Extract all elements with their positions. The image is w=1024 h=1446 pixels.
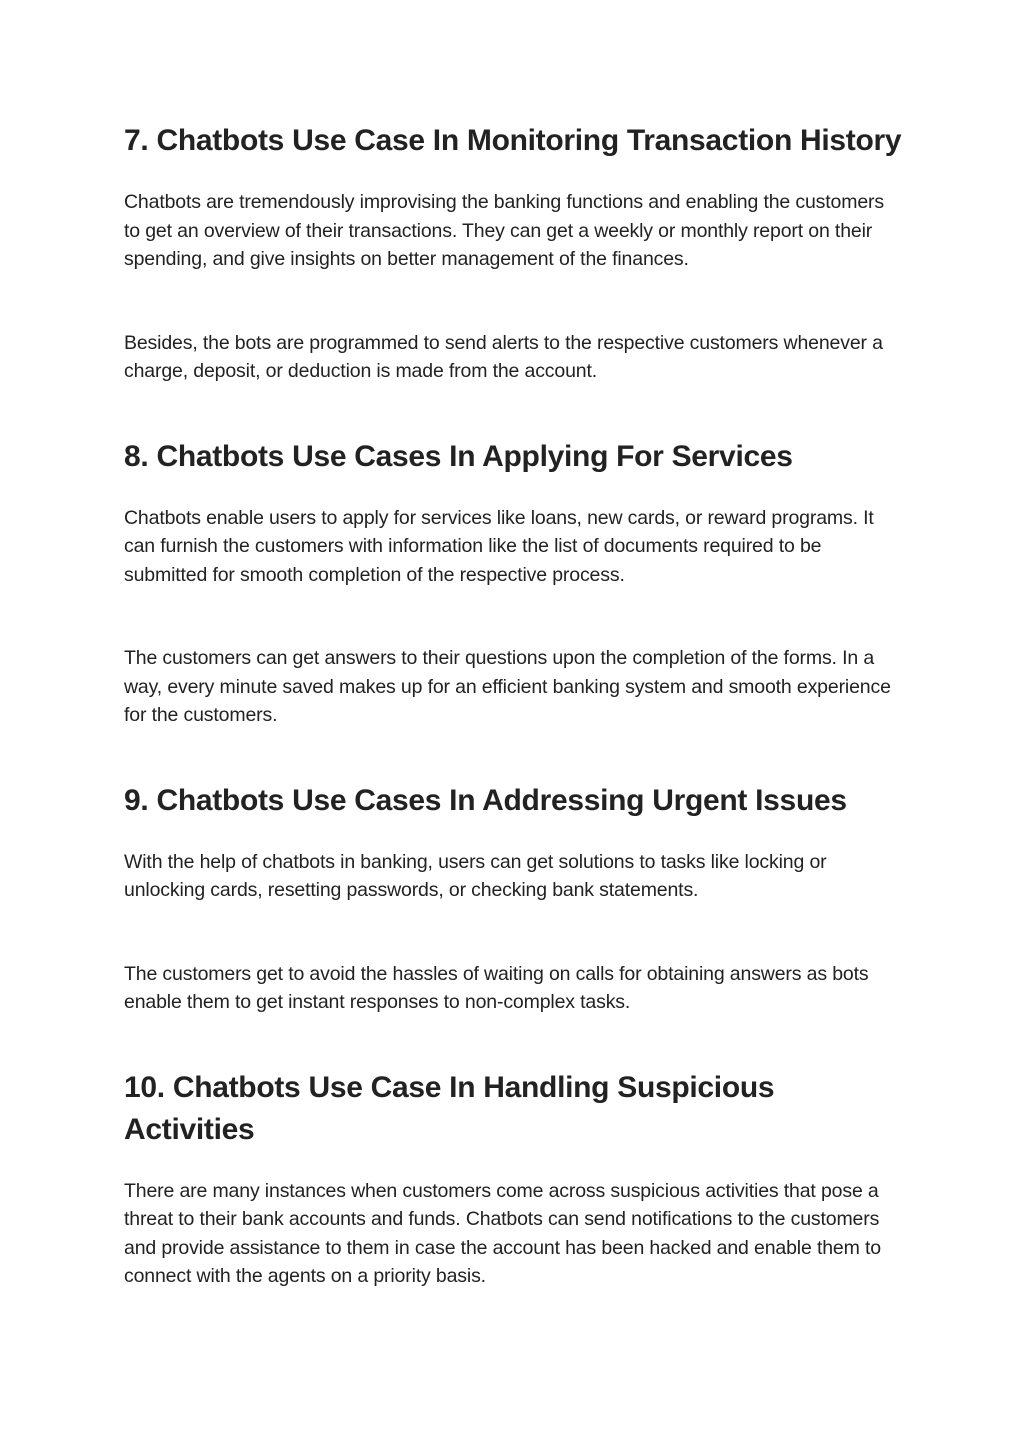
section-8-paragraph-2: The customers can get answers to their questions upon the completion of the forms. In a way, every minute saved makes up for an efficient banking system and smooth experience for the customers.	[124, 647, 891, 726]
section-heading-8: 8. Chatbots Use Cases In Applying For Services	[124, 439, 793, 473]
section-heading-7: 7. Chatbots Use Case In Monitoring Transaction History	[124, 124, 902, 157]
section-9-paragraph-1: With the help of chatbots in banking, users can get solutions to tasks like locking or unlocking cards, resetting passwords, or checking bank statements.	[124, 850, 827, 901]
section-heading-9: 9. Chatbots Use Cases In Addressing Urgent Issues	[124, 783, 847, 817]
section-7-paragraph-2: Besides, the bots are programmed to send alerts to the respective customers whenever a charge, deposit, or deduction is made from the account.	[124, 331, 883, 382]
section-8-paragraph-1: Chatbots enable users to apply for services like loans, new cards, or reward programs. It can furnish the customers with information like the list of documents required to be submitted for smooth completion of the respective process.	[124, 506, 874, 586]
section-9-paragraph-2: The customers get to avoid the hassles of waiting on calls for obtaining answers as bots enable them to get instant responses to non-complex tasks.	[124, 962, 869, 1013]
section-7-paragraph-1: Chatbots are tremendously improvising the banking functions and enabling the customers to get an overview of their transactions. They can get a weekly or monthly report on their spending, and give insights on better management of the finances.	[124, 191, 884, 270]
section-10-paragraph-1: There are many instances when customers come across suspicious activities that pose a threat to their bank accounts and funds. Chatbots can send notifications to the customers and provide assistance to them in case the account has been hacked and enable them to connect with the agents on a priority basis.	[124, 1179, 881, 1287]
document-page	[124, 120, 904, 1291]
section-heading-10: 10. Chatbots Use Case In Handling Suspicious Activities	[124, 1070, 775, 1146]
